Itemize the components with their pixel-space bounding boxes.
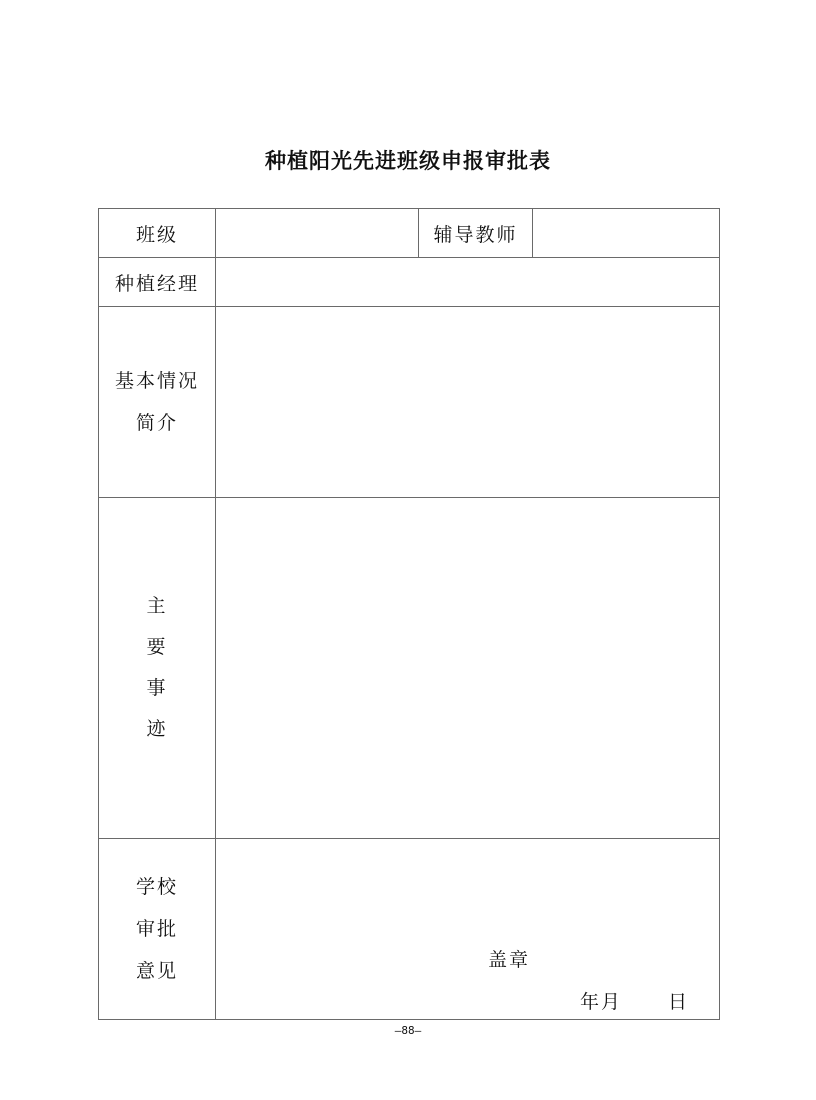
application-form-table bbox=[98, 208, 720, 1020]
date-year-month-label: 年月 bbox=[580, 991, 623, 1013]
seal-label: 盖章 bbox=[488, 949, 531, 971]
class-field[interactable] bbox=[216, 209, 419, 258]
date-day-label: 日 bbox=[668, 991, 688, 1013]
intro-field[interactable] bbox=[216, 307, 720, 498]
class-label: 班级 bbox=[99, 209, 216, 258]
manager-row bbox=[99, 258, 720, 307]
deeds-label-line-2: 要 bbox=[146, 636, 168, 658]
tutor-field[interactable] bbox=[533, 209, 720, 258]
manager-label: 种植经理 bbox=[99, 258, 216, 307]
approval-label-line-2: 审批 bbox=[135, 918, 178, 940]
deeds-label-line-3: 事 bbox=[146, 677, 168, 699]
intro-row bbox=[99, 307, 720, 498]
deeds-field[interactable] bbox=[216, 498, 720, 839]
deeds-label-line-4: 迹 bbox=[146, 718, 168, 740]
intro-label-line-1: 基本情况 bbox=[114, 370, 199, 392]
manager-field[interactable] bbox=[216, 258, 720, 307]
intro-label-line-2: 简介 bbox=[135, 412, 178, 434]
approval-label-line-3: 意见 bbox=[135, 960, 178, 982]
approval-label bbox=[99, 839, 216, 1020]
approval-field[interactable] bbox=[216, 839, 720, 1020]
class-row bbox=[99, 209, 720, 258]
page-title: 种植阳光先进班级申报审批表 bbox=[265, 149, 551, 173]
deeds-row bbox=[99, 498, 720, 839]
page-number: —88— bbox=[394, 1024, 422, 1037]
deeds-label-line-1: 主 bbox=[146, 595, 168, 617]
intro-label bbox=[99, 307, 216, 498]
deeds-label bbox=[99, 498, 216, 839]
approval-row bbox=[99, 839, 720, 1020]
tutor-label: 辅导教师 bbox=[419, 209, 533, 258]
approval-label-line-1: 学校 bbox=[135, 876, 178, 898]
